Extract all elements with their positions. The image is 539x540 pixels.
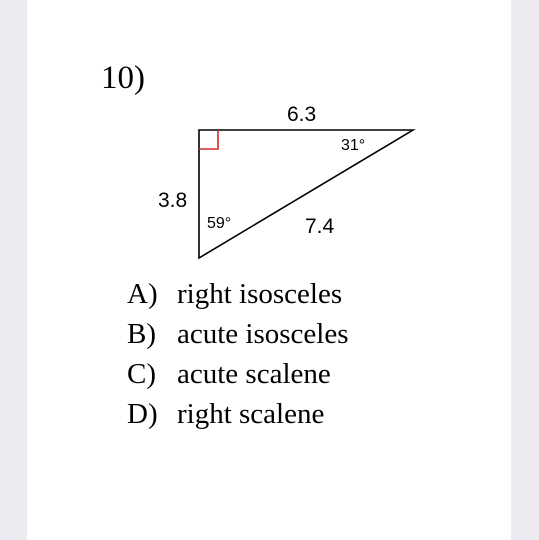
right-angle-marker — [199, 130, 218, 149]
choice-text: acute scalene — [177, 358, 331, 390]
side-left-label: 3.8 — [158, 189, 188, 212]
choice-a[interactable] — [127, 274, 349, 314]
choice-text: right scalene — [177, 398, 325, 430]
triangle-figure — [27, 0, 511, 540]
worksheet-page — [27, 0, 511, 540]
choice-letter: A) — [127, 278, 158, 310]
choice-letter: C) — [127, 358, 156, 390]
question-number: 10) — [101, 60, 145, 96]
choice-d[interactable] — [127, 394, 349, 434]
choice-letter: D) — [127, 398, 158, 430]
right-triangle — [199, 130, 413, 258]
hypotenuse-label: 7.4 — [305, 215, 335, 238]
choice-c[interactable] — [127, 354, 349, 394]
choice-letter: B) — [127, 318, 156, 350]
choice-text: acute isosceles — [177, 318, 349, 350]
side-top-label: 6.3 — [287, 103, 317, 126]
choice-b[interactable] — [127, 314, 349, 354]
answer-choices — [127, 274, 349, 434]
choice-text: right isosceles — [177, 278, 343, 310]
angle-59-label: 59° — [207, 215, 232, 232]
angle-31-label: 31° — [341, 137, 366, 154]
